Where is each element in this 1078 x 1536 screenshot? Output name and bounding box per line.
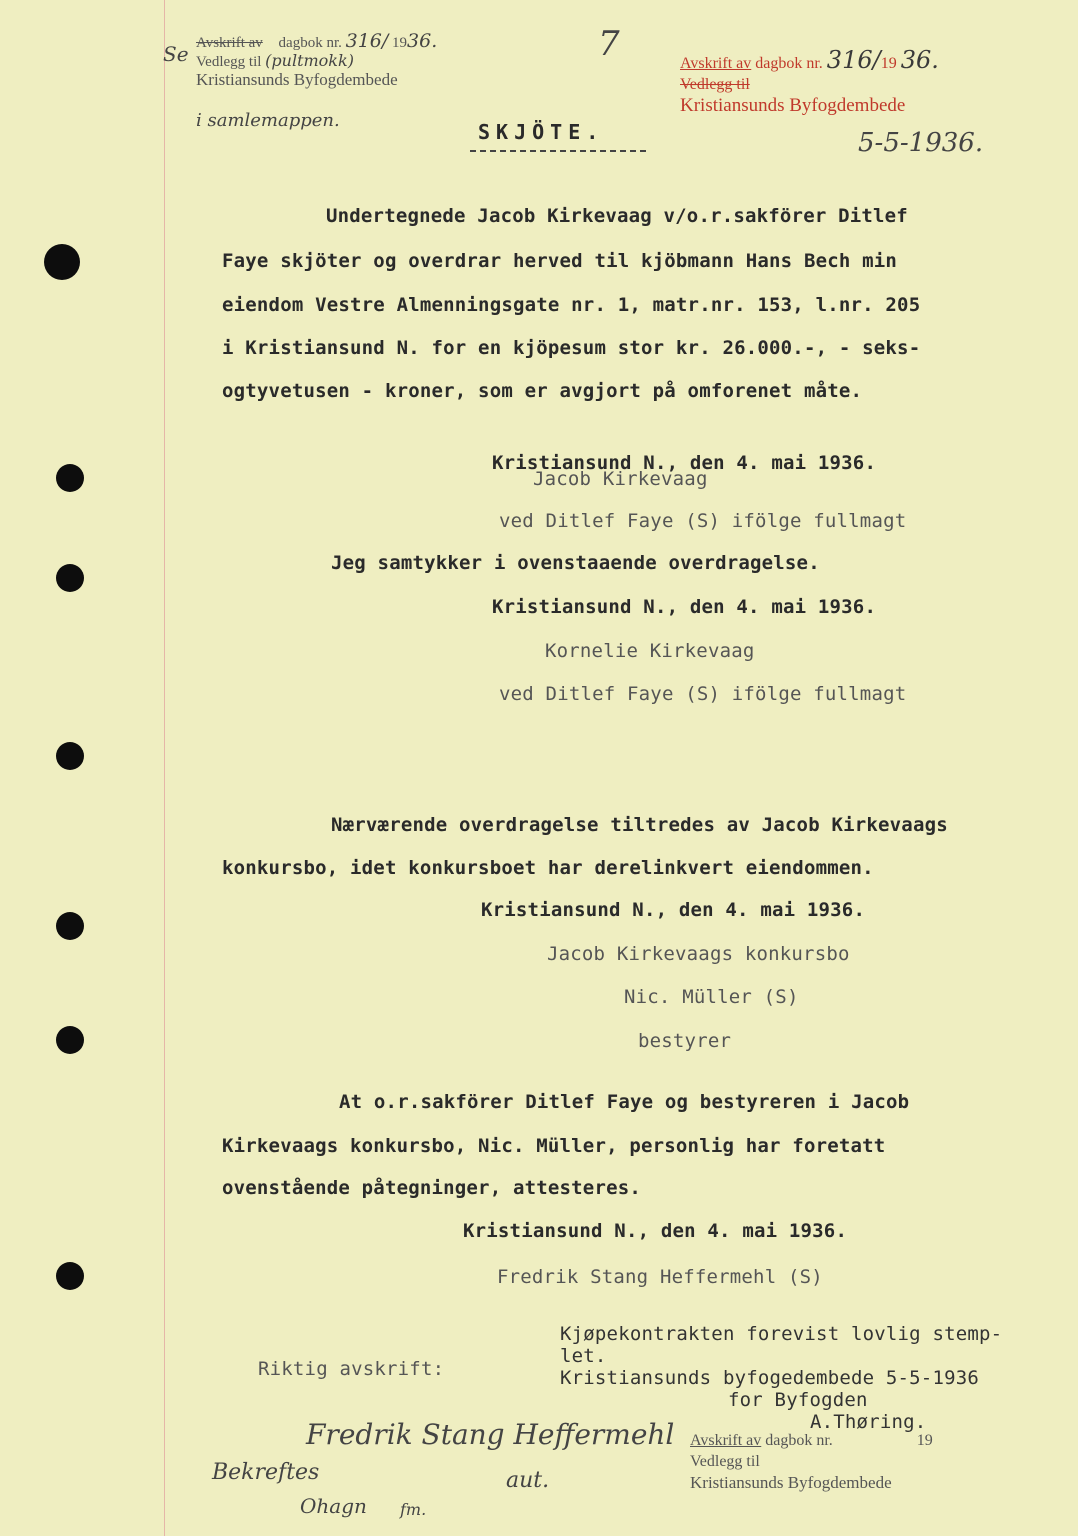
p2-line: Nærværende overdragelse tiltredes av Jacob Kirkevaags (331, 814, 948, 836)
stamp-note-line: for Byfogden (728, 1389, 868, 1411)
p2-line: konkursbo, idet konkursboet har derelinkvert eiendommen. (222, 857, 874, 879)
stamp-bottom (690, 1430, 933, 1493)
stamp-year-prefix: 19 (880, 55, 897, 72)
p3-line: Kirkevaags konkursbo, Nic. Müller, personlig har foretatt (222, 1135, 886, 1157)
signature-4-name: Fredrik Stang Heffermehl (S) (497, 1266, 823, 1288)
punch-hole (56, 1262, 84, 1290)
stamp-top-left (196, 32, 437, 89)
samlemappen-note: i samlemappen. (196, 110, 340, 131)
signature-3-name: Jacob Kirkevaags konkursbo (547, 943, 850, 965)
signature-2-by: ved Ditlef Faye (S) ifölge fullmagt (499, 683, 907, 705)
riktig-avskrift: Riktig avskrift: (258, 1358, 445, 1380)
handwritten-signature-heffermehl: Fredrik Stang Heffermehl (306, 1418, 675, 1451)
p3-line: ovenstående påtegninger, attesteres. (222, 1177, 642, 1199)
stamp-note-line: Kjøpekontrakten forevist lovlig stemp- (560, 1323, 1003, 1345)
title-underline (470, 150, 646, 152)
punch-hole (56, 1026, 84, 1054)
stamp-dagbok-number: 316/ (345, 30, 389, 52)
handwritten-bekreftes-signature: Ohagn (300, 1494, 367, 1518)
handwritten-date: 5-5-1936. (858, 128, 984, 158)
stamp-dagbok-label: dagbok nr. (755, 55, 823, 72)
p1-line: Faye skjöter og overdrar herved til kjöbmann Hans Bech min (222, 250, 898, 272)
stamp-vedlegg-struck: Vedlegg til (680, 76, 750, 93)
consent-line: Jeg samtykker i ovenstaaende overdragelse. (331, 552, 820, 574)
punch-hole (56, 742, 84, 770)
stamp-vedlegg-label: Vedlegg til (690, 1453, 760, 1470)
date-line-1: Kristiansund N., den 4. mai 1936. (492, 452, 877, 474)
margin-mark: Se (163, 42, 189, 66)
signature-3-by: Nic. Müller (S) (624, 986, 799, 1008)
stamp-note (560, 1323, 1002, 1433)
punch-hole (56, 912, 84, 940)
stamp-dagbok-number: 316/ (826, 46, 881, 74)
p3-line: At o.r.sakförer Ditlef Faye og bestyreren i Jacob (339, 1091, 910, 1113)
stamp-vedlegg-note: (pultmokk) (265, 51, 354, 70)
date-line-4: Kristiansund N., den 4. mai 1936. (463, 1220, 848, 1242)
handwritten-bekreftes: Bekreftes (212, 1460, 320, 1485)
stamp-office: Kristiansunds Byfogdembede (690, 1473, 892, 1492)
punch-hole (56, 464, 84, 492)
signature-3-title: bestyrer (638, 1030, 732, 1052)
margin-line (164, 0, 165, 1536)
date-line-2: Kristiansund N., den 4. mai 1936. (492, 596, 877, 618)
stamp-note-line: Kristiansunds byfogedembede 5-5-1936 (560, 1367, 980, 1389)
document-title: SKJÖTE. (478, 120, 605, 144)
p1-line: Undertegnede Jacob Kirkevaag v/o.r.sakförer Ditlef (326, 205, 908, 227)
stamp-year-suffix: 36. (900, 46, 939, 74)
stamp-note-line: A.Thøring. (810, 1411, 927, 1433)
stamp-office: Kristiansunds Byfogdembede (680, 95, 906, 116)
stamp-vedlegg-label: Vedlegg til (196, 54, 262, 70)
p1-line: eiendom Vestre Almenningsgate nr. 1, matr.nr. 153, l.nr. 205 (222, 294, 921, 316)
signature-1-by: ved Ditlef Faye (S) ifölge fullmagt (499, 510, 907, 532)
handwritten-bekreftes-sub: fm. (400, 1500, 427, 1519)
stamp-avskrift-label: Avskrift av (690, 1432, 762, 1449)
stamp-top-right (680, 46, 939, 116)
stamp-office: Kristiansunds Byfogdembede (196, 70, 398, 89)
punch-hole (56, 564, 84, 592)
stamp-avskrift-label: Avskrift av (680, 55, 752, 72)
stamp-year-suffix: 36. (407, 30, 438, 52)
handwritten-aut: aut. (506, 1468, 550, 1493)
signature-2-name: Kornelie Kirkevaag (545, 640, 755, 662)
stamp-dagbok-label: dagbok nr. (278, 35, 342, 51)
p1-line: ogtyvetusen - kroner, som er avgjort på omforenet måte. (222, 380, 863, 402)
stamp-avskrift-struck: Avskrift av (196, 35, 263, 51)
page-number: 7 (598, 24, 620, 64)
signature-1-name: Jacob Kirkevaag (533, 468, 708, 490)
stamp-dagbok-label: dagbok nr. (765, 1432, 833, 1449)
punch-hole (44, 244, 80, 280)
p1-line: i Kristiansund N. for en kjöpesum stor kr. 26.000.-, - seks- (222, 337, 921, 359)
stamp-note-line: let. (560, 1345, 607, 1367)
date-line-3: Kristiansund N., den 4. mai 1936. (481, 899, 866, 921)
stamp-year: 19 (916, 1432, 933, 1449)
stamp-year-prefix: 19 (392, 35, 408, 51)
